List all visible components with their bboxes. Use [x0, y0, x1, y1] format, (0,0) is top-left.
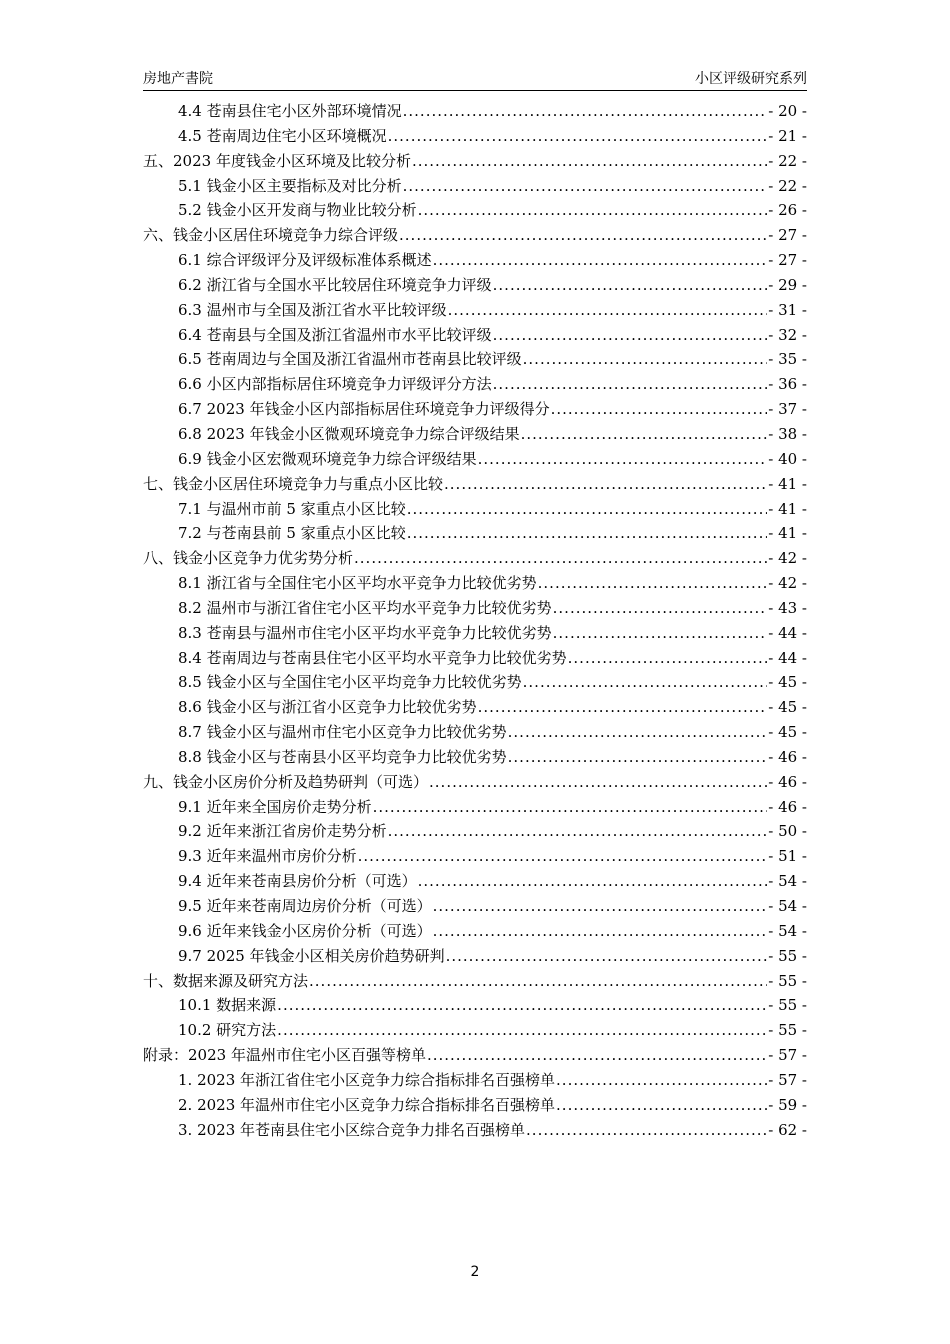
toc-leader-dots	[478, 698, 768, 716]
toc-entry-page: - 37 -	[768, 400, 807, 419]
toc-entry-title: 10.1 数据来源	[178, 996, 277, 1015]
toc-leader-dots	[358, 847, 768, 865]
toc-entry-title: 6.3 温州市与全国及浙江省水平比较评级	[178, 300, 447, 319]
toc-leader-dots	[354, 549, 767, 567]
toc-leader-dots	[429, 773, 767, 791]
toc-entry-title: 八、钱金小区竞争力优劣势分析	[143, 549, 354, 568]
toc-entry[interactable]	[143, 324, 807, 349]
toc-entry-title: 9.5 近年来苍南周边房价分析（可选）	[178, 897, 432, 915]
toc-leader-dots	[521, 425, 768, 443]
toc-entry[interactable]	[143, 845, 807, 870]
toc-entry-title: 1. 2023 年浙江省住宅小区竞争力综合指标排名百强榜单	[178, 1070, 556, 1089]
toc-entry-page: - 54 -	[768, 897, 807, 915]
toc-entry[interactable]	[143, 920, 807, 945]
toc-entry-title: 8.6 钱金小区与浙江省小区竞争力比较优劣势	[178, 698, 477, 717]
toc-entry-page: - 59 -	[768, 1095, 807, 1114]
toc-leader-dots	[403, 102, 768, 120]
toc-leader-dots	[277, 1021, 767, 1039]
toc-leader-dots	[493, 326, 768, 344]
toc-entry-page: - 22 -	[768, 176, 807, 195]
toc-leader-dots	[553, 624, 768, 642]
toc-entry-page: - 38 -	[768, 424, 807, 443]
toc-leader-dots	[568, 649, 768, 667]
toc-entry[interactable]	[143, 771, 807, 796]
toc-leader-dots	[277, 996, 767, 1014]
toc-entry-page: - 44 -	[768, 623, 807, 642]
toc-leader-dots	[551, 400, 768, 418]
toc-leader-dots	[478, 450, 768, 468]
toc-entry-page: - 46 -	[768, 772, 807, 791]
toc-entry[interactable]	[143, 746, 807, 771]
toc-entry-title: 附录：2023 年温州市住宅小区百强等榜单	[143, 1046, 426, 1065]
toc-entry[interactable]	[143, 150, 807, 175]
toc-entry[interactable]	[143, 796, 807, 821]
toc-leader-dots	[418, 201, 768, 219]
toc-entry[interactable]	[143, 175, 807, 200]
toc-entry-page: - 21 -	[768, 126, 807, 145]
header-publisher: 房地产書院	[143, 71, 213, 87]
toc-entry-title: 6.1 综合评级评分及评级标准体系概述	[178, 251, 432, 270]
toc-entry-page: - 43 -	[768, 598, 807, 617]
toc-entry[interactable]	[143, 522, 807, 547]
toc-entry[interactable]	[143, 671, 807, 696]
toc-entry-title: 7.1 与温州市前 5 家重点小区比较	[178, 499, 406, 518]
toc-entry-title: 六、钱金小区居住环境竞争力综合评级	[143, 226, 399, 245]
toc-entry[interactable]	[143, 299, 807, 324]
toc-entry-title: 9.4 近年来苍南县房价分析（可选）	[178, 872, 417, 891]
toc-entry[interactable]	[143, 1069, 807, 1094]
toc-leader-dots	[446, 947, 768, 965]
toc-entry[interactable]	[143, 895, 807, 920]
toc-entry-title: 9.2 近年来浙江省房价走势分析	[178, 822, 387, 841]
toc-entry[interactable]	[143, 622, 807, 647]
toc-entry-page: - 41 -	[768, 474, 807, 493]
toc-entry-title: 8.1 浙江省与全国住宅小区平均水平竞争力比较优劣势	[178, 574, 537, 593]
toc-entry-page: - 55 -	[768, 996, 807, 1015]
toc-leader-dots	[553, 599, 768, 617]
toc-entry[interactable]	[143, 945, 807, 970]
toc-entry-title: 5.1 钱金小区主要指标及对比分析	[178, 176, 402, 195]
toc-entry-title: 3. 2023 年苍南县住宅小区综合竞争力排名百强榜单	[178, 1120, 526, 1139]
toc-entry-page: - 54 -	[768, 921, 807, 940]
toc-entry-title: 8.8 钱金小区与苍南县小区平均竞争力比较优劣势	[178, 747, 507, 766]
toc-entry-page: - 22 -	[768, 151, 807, 170]
toc-entry-page: - 57 -	[768, 1070, 807, 1089]
toc-leader-dots	[444, 475, 767, 493]
toc-entry-page: - 46 -	[768, 797, 807, 816]
toc-leader-dots	[407, 524, 768, 542]
toc-entry-title: 9.1 近年来全国房价走势分析	[178, 797, 372, 816]
toc-entry[interactable]	[143, 696, 807, 721]
toc-entry[interactable]	[143, 125, 807, 150]
toc-entry-title: 4.4 苍南县住宅小区外部环境情况	[178, 102, 402, 120]
toc-entry[interactable]	[143, 820, 807, 845]
toc-entry-title: 8.4 苍南周边与苍南县住宅小区平均水平竞争力比较优劣势	[178, 648, 567, 667]
toc-entry-title: 五、2023 年度钱金小区环境及比较分析	[143, 151, 411, 170]
toc-leader-dots	[526, 1121, 767, 1139]
toc-entry-title: 6.9 钱金小区宏微观环境竞争力综合评级结果	[178, 449, 477, 468]
toc-leader-dots	[403, 177, 768, 195]
toc-entry-title: 6.5 苍南周边与全国及浙江省温州市苍南县比较评级	[178, 350, 522, 369]
toc-entry-page: - 27 -	[768, 226, 807, 245]
toc-entry-page: - 54 -	[768, 872, 807, 891]
toc-leader-dots	[556, 1096, 767, 1114]
toc-leader-dots	[309, 972, 767, 990]
toc-entry[interactable]	[143, 348, 807, 373]
toc-entry-title: 七、钱金小区居住环境竞争力与重点小区比较	[143, 474, 444, 493]
toc-entry-title: 9.7 2025 年钱金小区相关房价趋势研判	[178, 946, 445, 965]
toc-entry-page: - 20 -	[768, 102, 807, 120]
toc-entry[interactable]	[143, 224, 807, 249]
toc-entry-title: 6.8 2023 年钱金小区微观环境竞争力综合评级结果	[178, 424, 520, 443]
toc-leader-dots	[556, 1071, 767, 1089]
toc-entry-title: 8.5 钱金小区与全国住宅小区平均竞争力比较优劣势	[178, 673, 522, 692]
toc-entry-page: - 55 -	[768, 971, 807, 990]
toc-entry-title: 9.6 近年来钱金小区房价分析（可选）	[178, 921, 432, 940]
toc-entry-title: 9.3 近年来温州市房价分析	[178, 847, 357, 866]
toc-leader-dots	[433, 897, 768, 915]
toc-entry-page: - 41 -	[768, 524, 807, 543]
toc-leader-dots	[399, 226, 767, 244]
toc-leader-dots	[523, 673, 768, 691]
toc-entry-title: 5.2 钱金小区开发商与物业比较分析	[178, 201, 417, 220]
toc-leader-dots	[433, 922, 768, 940]
toc-entry[interactable]	[143, 498, 807, 523]
toc-leader-dots	[412, 152, 767, 170]
toc-leader-dots	[493, 276, 768, 294]
toc-entry[interactable]	[143, 647, 807, 672]
toc-leader-dots	[427, 1046, 767, 1064]
toc-entry-page: - 51 -	[768, 847, 807, 866]
toc-entry-page: - 42 -	[768, 574, 807, 593]
page-header	[143, 68, 807, 91]
toc-entry-page: - 35 -	[768, 350, 807, 369]
toc-leader-dots	[418, 872, 768, 890]
toc-entry[interactable]	[143, 721, 807, 746]
toc-entry[interactable]	[143, 448, 807, 473]
toc-entry-title: 6.7 2023 年钱金小区内部指标居住环境竞争力评级得分	[178, 400, 550, 419]
toc-leader-dots	[388, 127, 768, 145]
toc-entry-title: 4.5 苍南周边住宅小区环境概况	[178, 126, 387, 145]
toc-entry-title: 8.3 苍南县与温州市住宅小区平均水平竞争力比较优劣势	[178, 623, 552, 642]
toc-entry[interactable]	[143, 274, 807, 299]
toc-entry-title: 十、数据来源及研究方法	[143, 971, 309, 990]
toc-entry-title: 2. 2023 年温州市住宅小区竞争力综合指标排名百强榜单	[178, 1095, 556, 1114]
toc-leader-dots	[538, 574, 768, 592]
toc-entry-page: - 27 -	[768, 251, 807, 270]
toc-leader-dots	[493, 375, 768, 393]
page-number: 2	[470, 1264, 480, 1280]
toc-entry[interactable]	[143, 1044, 807, 1069]
toc-entry-page: - 44 -	[768, 648, 807, 667]
toc-entry-page: - 62 -	[768, 1120, 807, 1139]
toc-leader-dots	[523, 350, 768, 368]
toc-entry-title: 8.2 温州市与浙江省住宅小区平均水平竞争力比较优劣势	[178, 598, 552, 617]
toc-entry-page: - 50 -	[768, 822, 807, 841]
toc-entry[interactable]	[143, 597, 807, 622]
toc-leader-dots	[388, 822, 768, 840]
toc-entry-page: - 31 -	[768, 300, 807, 319]
toc-entry[interactable]	[143, 1119, 807, 1144]
toc-entry-title: 10.2 研究方法	[178, 1021, 277, 1040]
toc-entry-page: - 42 -	[768, 549, 807, 568]
toc-entry-page: - 32 -	[768, 325, 807, 344]
toc-entry[interactable]	[143, 100, 807, 125]
toc-entry-page: - 55 -	[768, 1021, 807, 1040]
toc-entry[interactable]	[143, 1019, 807, 1044]
table-of-contents	[143, 100, 807, 1143]
toc-entry-title: 6.2 浙江省与全国水平比较居住环境竞争力评级	[178, 275, 492, 294]
toc-entry-title: 九、钱金小区房价分析及趋势研判（可选）	[143, 772, 429, 791]
toc-leader-dots	[373, 798, 768, 816]
toc-entry[interactable]	[143, 398, 807, 423]
toc-entry[interactable]	[143, 994, 807, 1019]
toc-entry-page: - 26 -	[768, 201, 807, 220]
toc-entry[interactable]	[143, 199, 807, 224]
toc-leader-dots	[407, 500, 768, 518]
toc-entry-page: - 45 -	[768, 723, 807, 742]
toc-leader-dots	[508, 748, 768, 766]
toc-entry[interactable]	[143, 1094, 807, 1119]
toc-entry-page: - 55 -	[768, 946, 807, 965]
toc-leader-dots	[508, 723, 768, 741]
toc-entry-title: 6.6 小区内部指标居住环境竞争力评级评分方法	[178, 375, 492, 394]
toc-leader-dots	[448, 301, 768, 319]
toc-entry-page: - 36 -	[768, 375, 807, 394]
toc-entry-title: 6.4 苍南县与全国及浙江省温州市水平比较评级	[178, 325, 492, 344]
toc-entry-page: - 41 -	[768, 499, 807, 518]
toc-entry-page: - 46 -	[768, 747, 807, 766]
toc-entry[interactable]	[143, 870, 807, 895]
toc-entry-page: - 45 -	[768, 698, 807, 717]
toc-entry-page: - 57 -	[768, 1046, 807, 1065]
header-series-title: 小区评级研究系列	[695, 71, 807, 87]
toc-entry-title: 8.7 钱金小区与温州市住宅小区竞争力比较优劣势	[178, 723, 507, 742]
toc-entry[interactable]	[143, 373, 807, 398]
toc-leader-dots	[433, 251, 768, 269]
toc-entry[interactable]	[143, 423, 807, 448]
toc-entry[interactable]	[143, 970, 807, 995]
toc-entry-page: - 29 -	[768, 275, 807, 294]
toc-entry[interactable]	[143, 473, 807, 498]
toc-entry-page: - 40 -	[768, 449, 807, 468]
toc-entry[interactable]	[143, 572, 807, 597]
toc-entry[interactable]	[143, 249, 807, 274]
toc-entry-title: 7.2 与苍南县前 5 家重点小区比较	[178, 524, 406, 543]
toc-entry[interactable]	[143, 547, 807, 572]
toc-entry-page: - 45 -	[768, 673, 807, 692]
